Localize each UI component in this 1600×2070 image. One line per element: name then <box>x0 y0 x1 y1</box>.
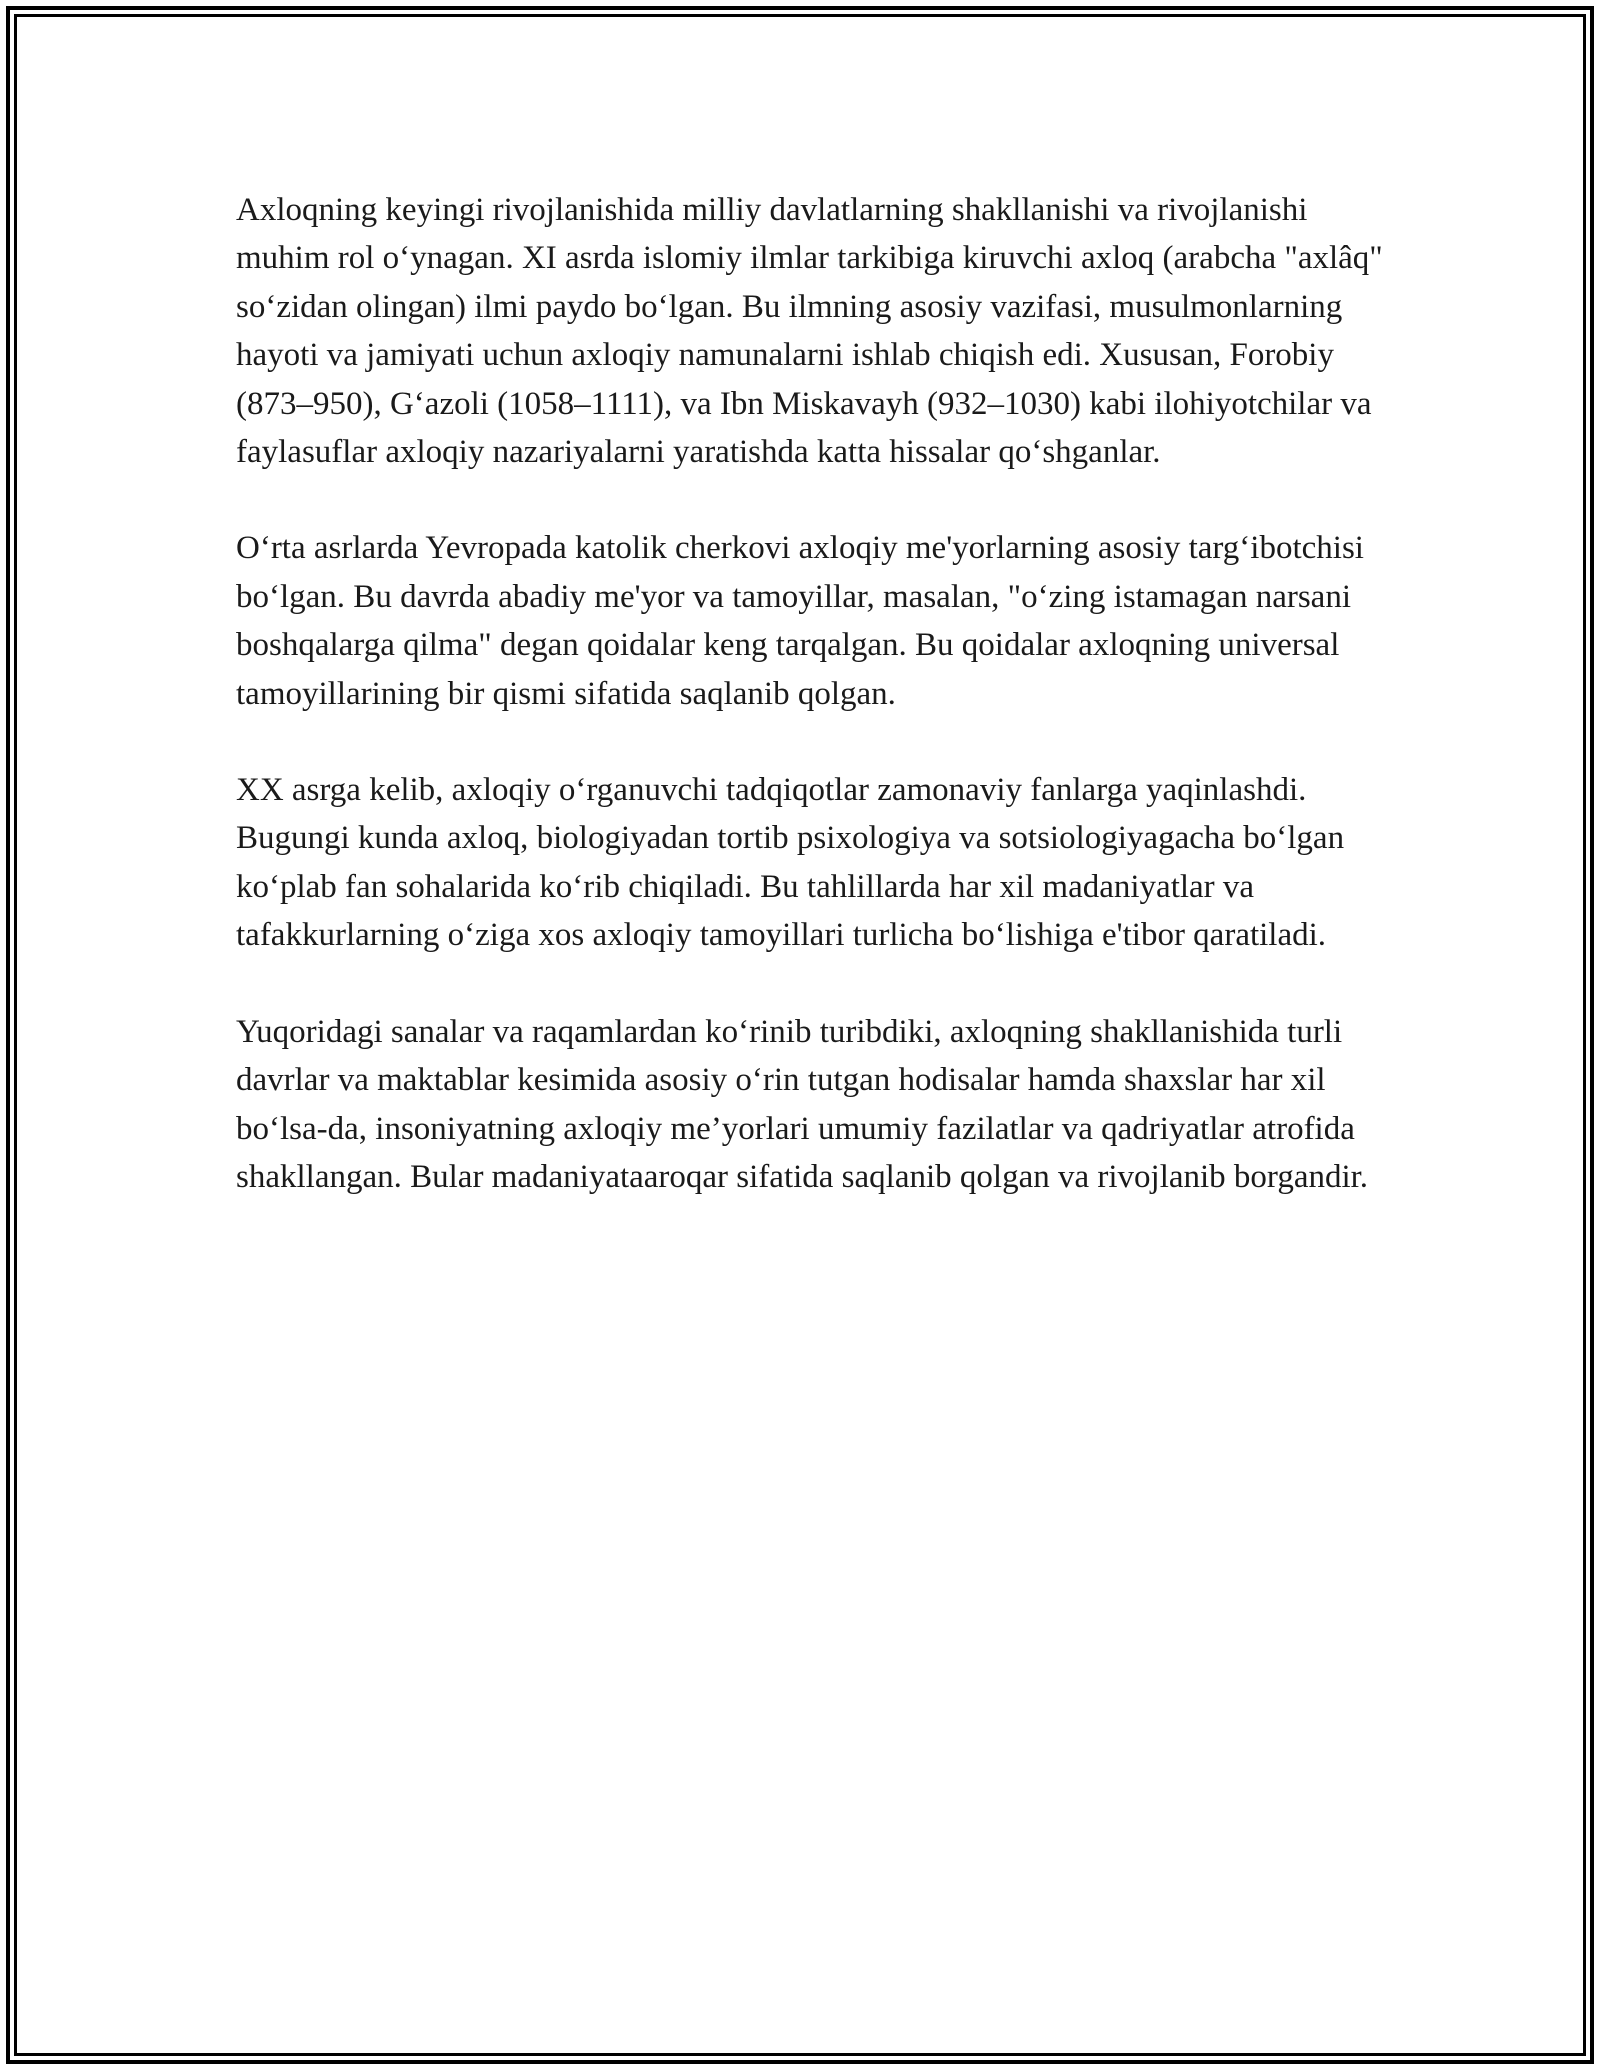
paragraph-2: O‘rta asrlarda Yevropada katolik cherkovi axloqiy me'yorlarning asosiy targ‘ibotchisi bo‘lgan. Bu davrda abadiy me'yor va tamoyillar, masalan, "o‘zing istamagan narsani boshqalarga qilma" degan qoidalar keng tarqalgan. Bu qoidalar axloqning universal tamoyillarining bir qismi sifatida saqlanib qolgan. <box>236 530 1364 712</box>
paragraph-3: XX asrga kelib, axloqiy o‘rganuvchi tadqiqotlar zamonaviy fanlarga yaqinlashdi. Bugungi kunda axloq, biologiyadan tortib psixologiya va sotsiologiyagacha bo‘lgan ko‘plab fan sohalarida ko‘rib chiqiladi. Bu tahlillarda har xil madaniyatlar va tafakkurlarning o‘ziga xos axloqiy tamoyillari turlicha bo‘lishiga e'tibor qaratiladi. <box>236 772 1345 954</box>
document-body <box>236 186 1386 1249</box>
paragraph-4: Yuqoridagi sanalar va raqamlardan ko‘rinib turibdiki, axloqning shakllanishida turli davrlar va maktablar kesimida asosiy o‘rin tutgan hodisalar hamda shaxslar har xil bo‘lsa-da, insoniyatning axloqiy me’yorlari umumiy fazilatlar va qadriyatlar atrofida shakllangan. Bular madaniyataaroqar sifatida saqlanib qolgan va rivojlanib borgandir. <box>236 1013 1369 1195</box>
paragraph-1: Axloqning keyingi rivojlanishida milliy davlatlarning shakllanishi va rivojlanishi muhim rol o‘ynagan. XI asrda islomiy ilmlar tarkibiga kiruvchi axloq (arabcha "axlâq" so‘zidan olingan) ilmi paydo bo‘lgan. Bu ilmning asosiy vazifasi, musulmonlarning hayoti va jamiyati uchun axloqiy namunalarni ishlab chiqish edi. Xususan, Forobiy (873–950), G‘azoli (1058–1111), va Ibn Miskavayh (932–1030) kabi ilohiyotchilar va faylasuflar axloqiy nazariyalarni yaratishda katta hissalar qo‘shganlar. <box>236 192 1383 471</box>
